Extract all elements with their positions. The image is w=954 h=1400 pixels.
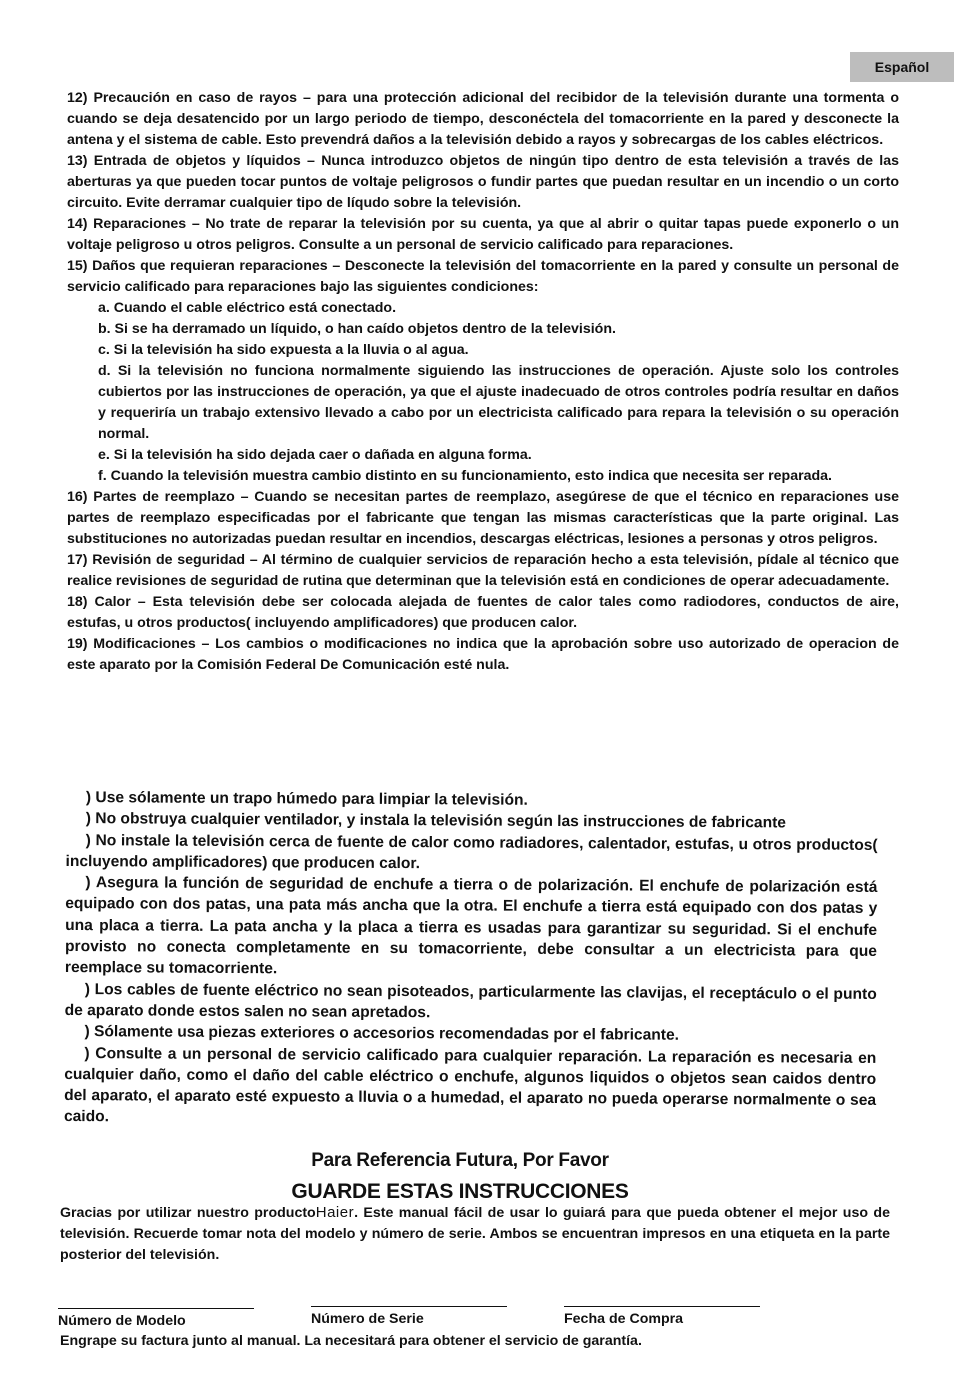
warranty-note: Engrape su factura junto al manual. La necesitará para obtener el servicio de garantía. (60, 1333, 642, 1349)
reference-title: Para Referencia Futura, Por Favor (311, 1150, 609, 1171)
safety-instructions (67, 88, 899, 676)
serial-number-field (311, 1306, 507, 1329)
note-text: ) No instale la televisión cerca de fuente de calor como radiadores, calentador, estufas, u otros productos( incluyendo amplificadores) que producen calor. (65, 831, 878, 873)
instruction-subitem: f. Cuando la televisión muestra cambio distinto en su funcionamiento, esto indica que necesita ser reparada. (98, 468, 832, 484)
instruction-subitem: a. Cuando el cable eléctrico está conectado. (98, 300, 397, 316)
purchase-date-field (564, 1306, 760, 1329)
note-text: ) Asegura la función de seguridad de enchufe a tierra o de polarización. El enchufe de polarización está equipado con dos patas, una pata más ancha que la otra. El enchufe a tierra está equipado con dos patas y una placa a tierra. La pata ancha y la placa a tierra es usadas para garantizar su seguridad. Si el enchufe provisto no conecta completamente en su tomacorriente, debe consultar a un electricista para que reemplace su tomacorriente. (64, 874, 878, 978)
note-text: ) No obstruya cualquier ventilador, y instala la televisión según las instrucciones de fabricante (85, 810, 787, 832)
note-item (65, 872, 878, 983)
serial-number-label: Número de Serie (311, 1311, 424, 1327)
instruction-item: 19) Modificaciones – Los cambios o modificaciones no indica que la aprobación sobre uso autorizado de operacion de este aparato por la Comisión Federal De Comunicación esté nula. (67, 636, 899, 673)
thanks-text-continued: . Este manual fácil de usar lo guiará para que pueda obtener el mejor uso de televisión. Recuerde tomar nota del modelo y número de serie. Ambos se encuentran impresos en una etiqueta en la parte posterior del televisión. (60, 1205, 890, 1263)
instruction-item: 17) Revisión de seguridad – Al término de cualquier servicios de reparación hecho a esta televisión, pídale al técnico que realice revisiones de seguridad de rutina que determinan que la televisión está en condiciones de operar adecuadamente. (67, 552, 899, 589)
note-text: ) Sólamente usa piezas exteriores o accesorios recomendadas por el fabricante. (84, 1023, 680, 1045)
model-number-field (58, 1308, 254, 1331)
instruction-subitem: d. Si la televisión no funciona normalmente siguiendo las instrucciones de operación. Ajuste solo los controles cubiertos por las instrucciones de operación, ya que el ajuste inadecuado de otros controles podría resultar en daños y requeriría un trabajo extensivo llevado a cabo por un electricista calificado para repara la televisión o su operación normal. (98, 363, 899, 442)
serial-number-line (311, 1306, 507, 1307)
note-text: ) Use sólamente un trapo húmedo para limpiar la televisión. (85, 789, 528, 809)
instruction-item: 18) Calor – Esta televisión debe ser colocada alejada de fuentes de calor tales como radiodores, conductos de aire, estufas, u otros productos( incluyendo amplificadores) que producen calor. (67, 594, 899, 631)
instruction-item: 16) Partes de reemplazo – Cuando se necesitan partes de reemplazo, asegúrese de que el técnico en reparaciones use partes de reemplazo especificadas por el fabricante que tengan las mismas características que la parte original. Las substituciones no autorizadas puedan resultar en incendios, descargas eléctricas, lesiones a personas y otros peligros. (67, 489, 899, 547)
instruction-subitem: e. Si la televisión ha sido dejada caer o dañada en alguna forma. (98, 447, 532, 463)
note-item (65, 979, 877, 1027)
note-text: ) Los cables de fuente eléctrico no sean pisoteados, particularmente las clavijas, el receptáculo o el punto de aparato donde estos salen no sean apretados. (64, 980, 877, 1022)
instruction-item: 13) Entrada de objetos y líquidos – Nunca introduzco objetos de ningún tipo dentro de esta televisión a través de las aberturas ya que pueden tocar puntos de voltaje peligrosos o fundir partes que puedan resultar en un incendio o un corto circuito. Evite derramar cualquier tipo de líqudo sobre la televisión. (67, 153, 899, 211)
additional-notes (64, 787, 878, 1133)
model-number-label: Número de Modelo (58, 1313, 186, 1329)
purchase-date-line (564, 1306, 760, 1307)
note-item (65, 830, 877, 878)
instruction-subitem: c. Si la televisión ha sido expuesta a la lluvia o al agua. (98, 342, 469, 358)
save-instructions-title: GUARDE ESTAS INSTRUCCIONES (291, 1180, 629, 1203)
purchase-date-label: Fecha de Compra (564, 1311, 684, 1327)
thanks-paragraph (60, 1202, 890, 1266)
instruction-subitem: b. Si se ha derramado un líquido, o han caído objetos dentro de la televisión. (98, 321, 616, 337)
note-text: ) Consulte a un personal de servicio calificado para cualquier reparación. La reparación es necesaria en cualquier daño, como el daño del cable eléctrico o enchufe, algunos liquidos o objetos sean caidos dentro del aparato, el aparato esté expuesto a lluvia o a humedad, el aparato no pueda operarse normalmente o sea caido. (63, 1044, 877, 1126)
brand-name: Haier (315, 1204, 355, 1221)
instruction-item: 12) Precaución en caso de rayos – para una protección adicional del recibidor de la televisión durante una tormenta o cuando se deja desatencido por un largo periodo de tiempo, desconéctela del tomacorriente en la pared y desconecte la antena y el sistema de cable. Esto prevendrá daños a la televisión debido a rayos y sobrecargas de los cables eléctricos. (67, 90, 899, 148)
language-tab: Español (850, 52, 954, 82)
thanks-text: Gracias por utilizar nuestro producto (60, 1205, 316, 1221)
note-item (64, 1043, 877, 1133)
model-number-line (58, 1308, 254, 1309)
instruction-item: 14) Reparaciones – No trate de reparar la televisión por su cuenta, ya que al abrir o quitar tapas puede exponerlo o un voltaje peligroso u otros peligros. Consulte a un personal de servicio calificado para reparaciones. (67, 216, 899, 253)
instruction-item: 15) Daños que requieran reparaciones – Desconecte la televisión del tomacorriente en la pared y consulte un personal de servicio calificado para reparaciones bajo las siguientes condiciones: (67, 258, 899, 295)
